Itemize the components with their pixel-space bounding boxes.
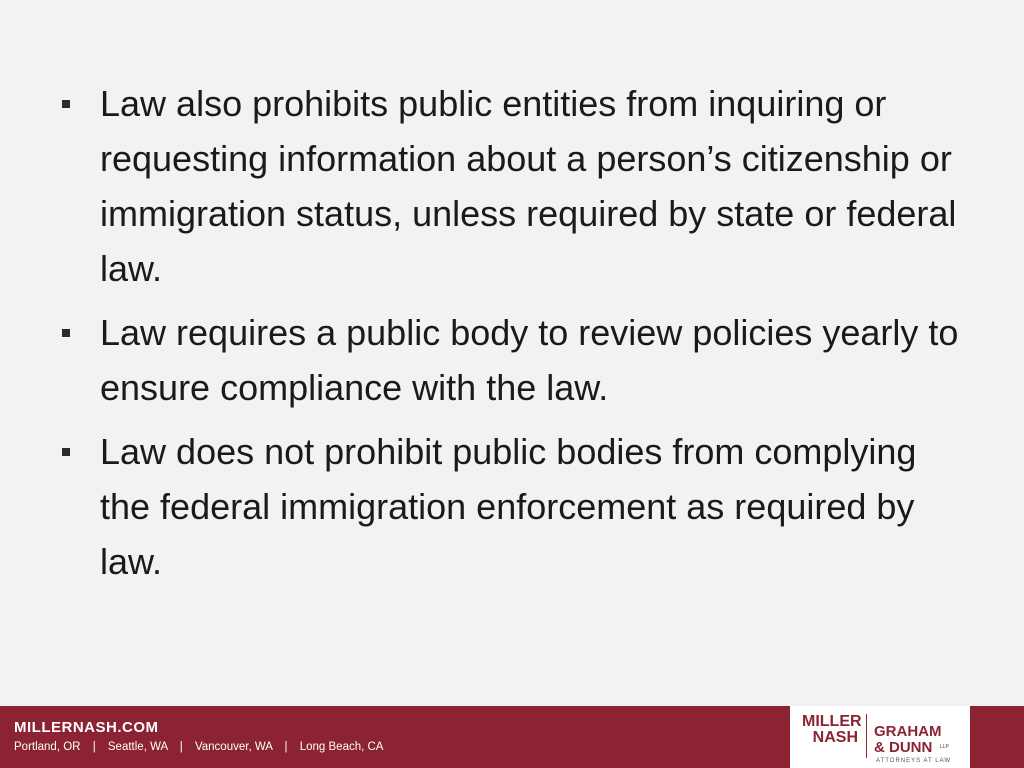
- location-portland: Portland, OR: [14, 741, 81, 753]
- bullet-list: [62, 76, 962, 589]
- logo-graham-dunn: [874, 724, 942, 756]
- bullet-item: [62, 76, 962, 296]
- footer-accent-tab: [970, 706, 1024, 768]
- location-separator: |: [179, 741, 183, 753]
- bullet-text: Law does not prohibit public bodies from complying the federal immigration enforcement as required by law.: [100, 431, 917, 582]
- footer-website: MILLERNASH.COM: [14, 719, 159, 736]
- bullet-item: [62, 305, 962, 415]
- bullet-item: [62, 424, 962, 589]
- bullet-text: Law also prohibits public entities from inquiring or requesting information about a person’s citizenship or immigration status, unless required by state or federal law.: [100, 83, 957, 289]
- square-bullet-icon: [62, 448, 70, 456]
- logo-tagline: ATTORNEYS AT LAW: [876, 758, 952, 764]
- logo-word-miller: MILLER: [802, 713, 862, 730]
- location-seattle: Seattle, WA: [107, 741, 168, 753]
- firm-logo: [790, 706, 970, 768]
- location-separator: |: [92, 741, 96, 753]
- logo-word-nash: NASH: [812, 729, 858, 746]
- logo-miller-nash: [802, 713, 862, 746]
- footer-locations: [14, 741, 383, 753]
- logo-word-graham: GRAHAM: [874, 723, 942, 740]
- logo-divider: [866, 714, 867, 758]
- bullet-text: Law requires a public body to review policies yearly to ensure compliance with the law.: [100, 312, 959, 408]
- slide-content: [62, 76, 962, 598]
- location-separator: |: [284, 741, 288, 753]
- location-vancouver: Vancouver, WA: [194, 741, 273, 753]
- square-bullet-icon: [62, 100, 70, 108]
- logo-word-dunn: & DUNN: [874, 739, 933, 756]
- location-long-beach: Long Beach, CA: [299, 741, 384, 753]
- square-bullet-icon: [62, 329, 70, 337]
- logo-llp: LLP: [940, 744, 949, 750]
